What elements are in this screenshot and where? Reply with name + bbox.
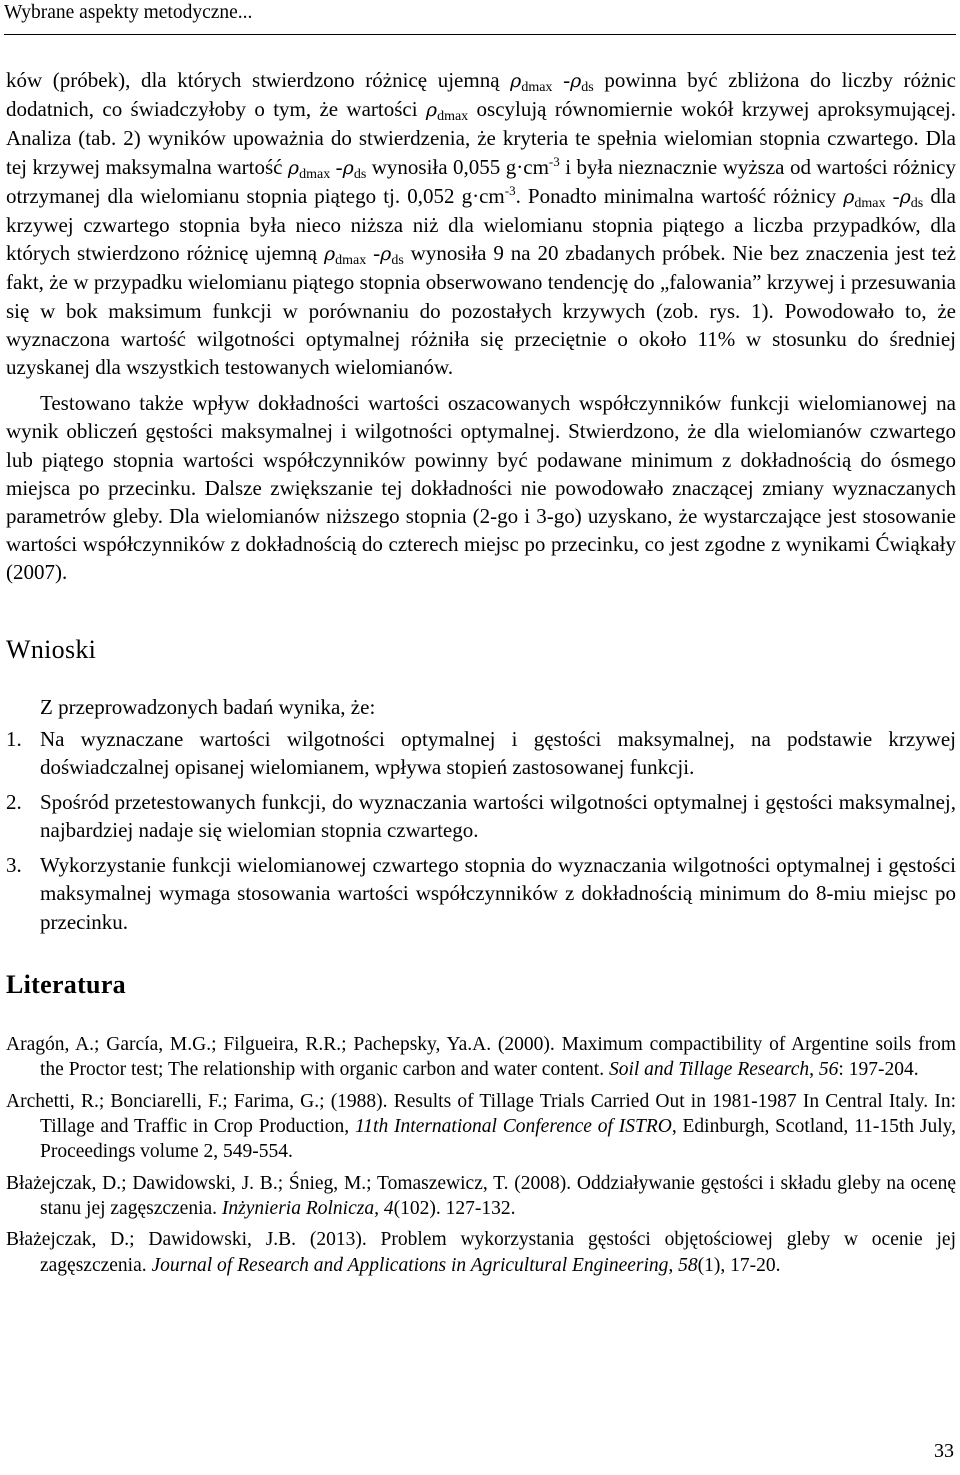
conclusion-item [6, 851, 956, 937]
rho-symbol: ρ [899, 185, 911, 208]
superscript: -3 [548, 153, 560, 169]
body-paragraph-2: Testowano także wpływ dokładności wartości oszacowanych współczynników funkcji wielomianowej na wynik obliczeń gęstości maksymalnej i wilgotności optymalnej. Stwierdzono, że dla wielomianów czwartego lub piątego stopnia wartości współczynników powinny być podawane minimum z dokładnością do ósmego miejsca po przecinku. Dalsze zwiększanie tej dokładności nie powodowało znaczącej zmiany wyznaczanych parametrów gleby. Dla wielomianów niższego stopnia (2-go i 3-go) uzyskano, że wystarczające jest stosowanie wartości współczynników z dokładnością do czterech miejsc po przecinku, co jest zgodne z wynikami Ćwiąkały (2007). [6, 391, 956, 585]
reference-list [6, 1032, 956, 1278]
subscript: dmax [335, 253, 367, 269]
text-run: powinna być zbliżona do liczby różnic dodatnich, co świadczyłoby o tym, że wartości [6, 68, 956, 122]
reference-journal: 11th International Conference of ISTRO [354, 1116, 672, 1138]
rho-symbol: ρ [570, 70, 582, 92]
page-number: 33 [934, 1440, 954, 1462]
minus-sign: - [885, 183, 900, 208]
text-run: ków (próbek), dla których stwierdzono różnicę ujemną [6, 68, 511, 92]
subscript: ds [910, 195, 924, 211]
subscript: dmax [437, 109, 469, 125]
text-run: dla krzywej czwartego stopnia była nieco niższa niż dla wielomianu stopnia piątego a liczba przypadków, dla których stwierdzono różnicę ujemną [6, 183, 956, 266]
subscript: ds [391, 253, 404, 269]
text-run: wynosiła 9 na 20 zbadanych próbek. Nie bez znaczenia jest też fakt, że w przypadku wielomianu piątego stopnia obserwowano tendencję do „falowania” krzywej i przesuwania się w bok maksimum funkcji w porównaniu do pozostałych krzywych (zob. rys. 1). Powodowało to, że wyznaczona wartość wilgotności optymalnej różniła się przeciętnie o około 11% w stosunku do średniej uzyskanej dla wszystkich testowanych wielomianów. [6, 241, 956, 380]
item-text: Spośród przetestowanych funkcji, do wyznaczania wartości wilgotności optymalnej i gęstości maksymalnej, najbardziej nadaje się wielomian stopnia czwartego. [40, 789, 956, 843]
subscript: ds [581, 80, 594, 95]
item-number: 2. [6, 789, 22, 814]
conclusions-intro: Z przeprowadzonych badań wynika, że: [40, 694, 376, 719]
reference-item [6, 1227, 956, 1278]
minus-sign: - [366, 241, 381, 266]
item-number: 1. [6, 726, 22, 751]
text-run: i była nieznacznie wyższa od wartości różnicy otrzymanej dla wielomianu stopnia piątego tj. 0,052 g·cm [6, 154, 956, 208]
reference-text: (1), 17-20. [697, 1254, 781, 1276]
subscript: ds [353, 166, 367, 182]
subscript: dmax [854, 195, 886, 211]
minus-sign: - [330, 154, 343, 179]
item-number: 3. [6, 852, 22, 877]
reference-item [6, 1171, 956, 1222]
running-header: Wybrane aspekty metodyczne... [4, 2, 253, 23]
reference-text: Archetti, R.; Bonciarelli, F.; Farima, G.; (1988). Results of Tillage Trials Carried Out in 1981-1987 In Central Italy. In: Tillage and Traffic in Crop Production, [6, 1090, 956, 1138]
item-text: Na wyznaczane wartości wilgotności optymalnej i gęstości maksymalnej, na podstawie krzywej doświadczalnej opisanej wielomianem, wpływa stopień zastosowanej funkcji. [40, 726, 956, 780]
rho-symbol: ρ [425, 99, 438, 122]
header-rule [4, 34, 956, 35]
reference-item [6, 1032, 956, 1083]
rho-symbol: ρ [323, 243, 336, 266]
conclusion-item [6, 725, 956, 782]
item-text: Wykorzystanie funkcji wielomianowej czwartego stopnia do wyznaczania wilgotności optymalnej i gęstości maksymalnej wymaga stosowania wartości współczynników z dokładnością minimum do 8-miu miejsc po przecinku. [40, 852, 956, 934]
reference-text: Aragón, A.; García, M.G.; Filgueira, R.R.; Pachepsky, Ya.A. (2000). Maximum compactibility of Argentine soils from the Proctor test; The relationship with organic carbon and water content. [6, 1034, 956, 1081]
body-paragraph-1 [6, 66, 956, 381]
text-run: wynosiła 0,055 g·cm [366, 154, 549, 179]
rho-symbol: ρ [342, 156, 354, 179]
section-heading-conclusions: Wnioski [6, 634, 97, 664]
superscript: -3 [504, 182, 516, 198]
reference-text: Błażejczak, D.; Dawidowski, J.B. (2013). Problem wykorzystania gęstości objętościowej gleby w ocenie jej zagęszczenia. [6, 1229, 956, 1276]
conclusion-item [6, 788, 956, 845]
rho-symbol: ρ [287, 156, 300, 179]
minus-sign: - [552, 68, 571, 92]
reference-text: : 197-204. [838, 1059, 919, 1081]
reference-journal: Soil and Tillage Research, 56 [608, 1059, 839, 1081]
reference-text: Błażejczak, D.; Dawidowski, J. B.; Śnieg, M.; Tomaszewicz, T. (2008). Oddziaływanie gęstości i składu gleby na ocenę stanu jej zagęszczenia. [6, 1172, 956, 1219]
rho-symbol: ρ [380, 243, 392, 266]
reference-text: , Edinburgh, Scotland, 11-15th July, Proceedings volume 2, 549-554. [40, 1116, 956, 1163]
reference-item [6, 1089, 956, 1165]
rho-symbol: ρ [843, 185, 855, 208]
reference-text: (102). 127-132. [393, 1197, 516, 1219]
reference-journal: Journal of Research and Applications in Agricultural Engineering, 58 [151, 1254, 698, 1276]
conclusions-list [6, 725, 956, 937]
rho-symbol: ρ [510, 70, 522, 92]
text-run: . Ponadto minimalna wartość różnicy [515, 183, 844, 208]
subscript: dmax [521, 80, 553, 95]
page-content [6, 66, 956, 1284]
text-run: oscylują równomiernie wokół krzywej aproksymującej. Analiza (tab. 2) wyników upoważnia do stwierdzenia, że kryteria te spełnia wielomian stopnia czwartego. Dla tej krzywej maksymalna wartość [6, 97, 956, 179]
reference-journal: Inżynieria Rolnicza, 4 [221, 1197, 394, 1219]
subscript: dmax [299, 166, 331, 182]
section-heading-literature: Literatura [6, 970, 126, 1000]
